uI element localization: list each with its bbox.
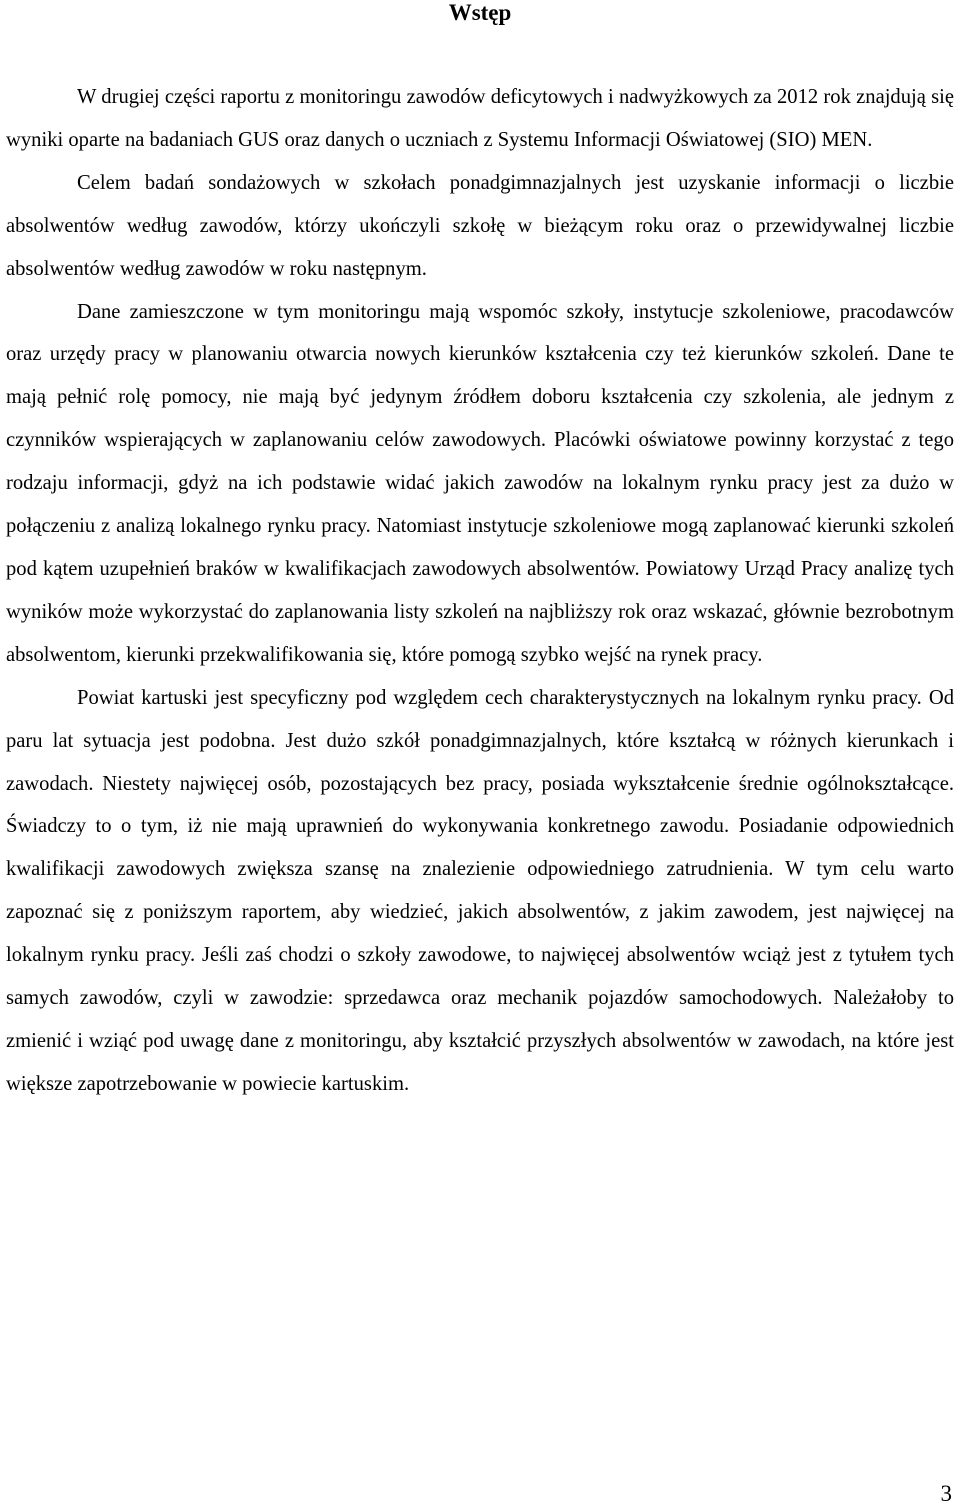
page-title: Wstęp bbox=[448, 0, 512, 25]
page-number: 3 bbox=[940, 1481, 952, 1506]
paragraph-intro: W drugiej części raportu z monitoringu zawodów deficytowych i nadwyżkowych za 2012 rok znajdują się wyniki oparte na badaniach GUS oraz danych o uczniach z Systemu Informacji Oświatowej (SIO) MEN. bbox=[6, 86, 954, 151]
body-text bbox=[6, 76, 954, 1106]
paragraph-research-goal: Celem badań sondażowych w szkołach ponadgimnazjalnych jest uzyskanie informacji o liczbie absolwentów według zawodów, którzy ukończyli szkołę w bieżącym roku oraz o przewidywalnej liczbie absolwentów według zawodów w roku następnym. bbox=[6, 171, 954, 280]
paragraph-powiat-kartuski: Powiat kartuski jest specyficzny pod względem cech charakterystycznych na lokalnym rynku pracy. Od paru lat sytuacja jest podobna. Jest dużo szkół ponadgimnazjalnych, które kształcą w różnych kierunkach i zawodach. Niestety najwięcej osób, pozostających bez pracy, posiada wykształcenie średnie ogólnokształcące. Świadczy to o tym, iż nie mają uprawnień do wykonywania konkretnego zawodu. Posiadanie odpowiednich kwalifikacji zawodowych zwiększa szansę na znalezienie odpowiedniego zatrudnienia. W tym celu warto zapoznać się z poniższym raportem, aby wiedzieć, jakich absolwentów, z jakim zawodem, jest najwięcej na lokalnym rynku pracy. Jeśli zaś chodzi o szkoły zawodowe, to najwięcej absolwentów wciąż jest z tytułem tych samych zawodów, czyli w zawodzie: sprzedawca oraz mechanik pojazdów samochodowych. Należałoby to zmienić i wziąć pod uwagę dane z monitoringu, aby kształcić przyszłych absolwentów w zawodach, na które jest większe zapotrzebowanie w powiecie kartuskim. bbox=[6, 686, 954, 1095]
paragraph-data-usage: Dane zamieszczone w tym monitoringu mają wspomóc szkoły, instytucje szkoleniowe, pracodawców oraz urzędy pracy w planowaniu otwarcia nowych kierunków kształcenia czy też kierunków szkoleń. Dane te mają pełnić rolę pomocy, nie mają być jedynym źródłem doboru kształcenia czy szkolenia, ale jednym z czynników wspierających w zaplanowaniu celów zawodowych. Placówki oświatowe powinny korzystać z tego rodzaju informacji, gdyż na ich podstawie widać jakich zawodów na lokalnym rynku pracy jest za dużo w połączeniu z analizą lokalnego rynku pracy. Natomiast instytucje szkoleniowe mogą zaplanować kierunki szkoleń pod kątem uzupełnień braków w kwalifikacjach zawodowych absolwentów. Powiatowy Urząd Pracy analizę tych wyników może wykorzystać do zaplanowania listy szkoleń na najbliższy rok oraz wskazać, głównie bezrobotnym absolwentom, kierunki przekwalifikowania się, które pomogą szybko wejść na rynek pracy. bbox=[6, 300, 954, 666]
